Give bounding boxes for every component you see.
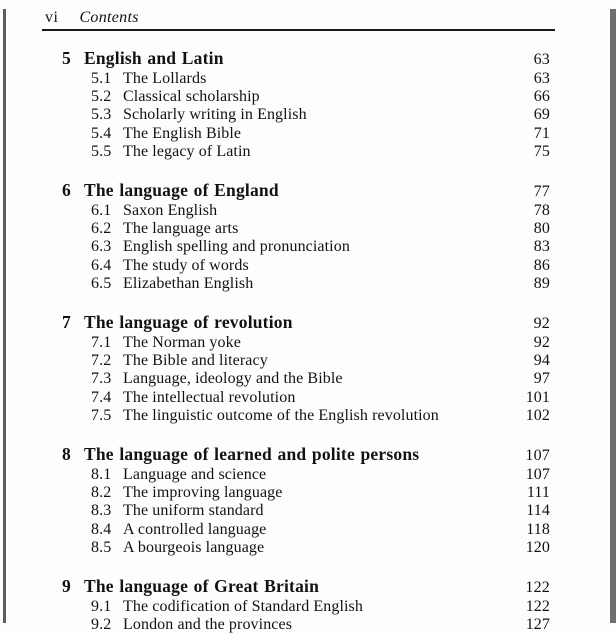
section-page-number: 94 (533, 352, 550, 370)
section-title: The legacy of Latin (123, 142, 251, 160)
section-number: 5.2 (91, 88, 112, 106)
running-header (42, 9, 555, 31)
section-page-number: 107 (525, 466, 550, 484)
chapter-page-number: 122 (525, 579, 550, 597)
section-title: The uniform standard (123, 502, 264, 520)
section-row (0, 616, 616, 634)
chapter-sections (0, 598, 616, 634)
section-title: The Lollards (123, 70, 207, 87)
chapter-title: The language of revolution (84, 312, 293, 333)
chapter-group (0, 576, 616, 634)
section-page-number: 89 (533, 274, 550, 292)
header-title: Contents (79, 9, 139, 26)
section-number: 8.3 (91, 502, 112, 520)
section-page-number: 120 (525, 538, 550, 556)
chapter-number: 9 (62, 576, 71, 597)
section-row (0, 88, 616, 106)
section-row (0, 370, 616, 388)
section-page-number: 101 (525, 388, 550, 406)
section-title: The study of words (123, 256, 249, 274)
section-number: 7.3 (91, 370, 112, 388)
section-title: London and the provinces (123, 616, 293, 634)
section-title: A controlled language (123, 520, 267, 538)
section-page-number: 63 (533, 70, 550, 87)
section-title: The language arts (123, 220, 239, 238)
chapter-row (0, 180, 616, 202)
chapter-number: 8 (62, 444, 71, 465)
chapter-title: The language of Great Britain (84, 576, 320, 597)
section-number: 7.1 (91, 334, 112, 352)
section-title: The codification of Standard English (123, 598, 363, 616)
section-row (0, 143, 616, 161)
section-row (0, 238, 616, 256)
section-page-number: 114 (526, 502, 550, 520)
section-row (0, 502, 616, 520)
section-row (0, 70, 616, 88)
chapter-page-number: 107 (525, 447, 550, 465)
chapter-number: 7 (62, 312, 71, 333)
section-page-number: 83 (533, 238, 550, 256)
section-title: English spelling and pronunciation (123, 238, 350, 256)
section-number: 6.3 (91, 238, 112, 256)
section-number: 7.4 (91, 388, 112, 406)
section-number: 8.4 (91, 520, 112, 538)
section-title: The linguistic outcome of the English revolution (123, 406, 439, 424)
section-page-number: 118 (526, 520, 550, 538)
section-number: 5.4 (91, 124, 112, 142)
section-number: 6.5 (91, 274, 112, 292)
section-title: Language, ideology and the Bible (123, 370, 343, 388)
section-page-number: 71 (533, 124, 550, 142)
section-number: 7.5 (91, 406, 112, 424)
chapter-page-number: 63 (533, 51, 550, 68)
section-number: 5.1 (91, 70, 112, 87)
section-title: The Norman yoke (123, 334, 241, 352)
section-page-number: 80 (533, 220, 550, 238)
chapter-number: 6 (62, 180, 71, 201)
chapter-sections (0, 70, 616, 161)
chapter-row (0, 576, 616, 598)
page-folio: vi (45, 9, 59, 26)
chapter-page-number: 92 (533, 315, 550, 333)
section-page-number: 122 (525, 598, 550, 616)
chapter-number: 5 (62, 48, 71, 68)
section-number: 9.1 (91, 598, 112, 616)
chapter-page-number: 77 (533, 183, 550, 201)
section-row (0, 125, 616, 143)
section-row (0, 334, 616, 352)
section-row (0, 521, 616, 539)
section-title: The improving language (123, 484, 283, 502)
section-title: The Bible and literacy (123, 352, 268, 370)
chapter-sections (0, 466, 616, 557)
section-page-number: 102 (525, 406, 550, 424)
scan-left-edge-line (3, 9, 6, 623)
chapter-sections (0, 334, 616, 425)
chapter-title: English and Latin (84, 48, 224, 68)
section-page-number: 92 (533, 334, 550, 352)
toc (0, 48, 616, 634)
chapter-group (0, 180, 616, 293)
section-row (0, 202, 616, 220)
chapter-group (0, 444, 616, 557)
section-number: 8.2 (91, 484, 112, 502)
section-row (0, 257, 616, 275)
section-title: Classical scholarship (123, 88, 260, 106)
section-page-number: 86 (533, 256, 550, 274)
section-row (0, 220, 616, 238)
section-title: The intellectual revolution (123, 388, 296, 406)
section-page-number: 69 (533, 106, 550, 124)
chapter-title: The language of England (84, 180, 279, 201)
section-number: 8.1 (91, 466, 112, 484)
chapter-row (0, 312, 616, 334)
section-row (0, 389, 616, 407)
section-number: 8.5 (91, 538, 112, 556)
section-number: 9.2 (91, 616, 112, 634)
section-page-number: 75 (533, 142, 550, 160)
section-row (0, 352, 616, 370)
section-page-number: 97 (533, 370, 550, 388)
section-number: 6.1 (91, 202, 112, 220)
section-number: 5.3 (91, 106, 112, 124)
section-title: Elizabethan English (123, 274, 254, 292)
section-title: Saxon English (123, 202, 218, 220)
section-title: Scholarly writing in English (123, 106, 307, 124)
chapter-title: The language of learned and polite persons (84, 444, 420, 465)
section-row (0, 275, 616, 293)
section-row (0, 539, 616, 557)
section-page-number: 78 (533, 202, 550, 220)
section-row (0, 407, 616, 425)
section-row (0, 466, 616, 484)
section-row (0, 106, 616, 124)
chapter-group (0, 48, 616, 161)
scan-right-edge-band (610, 9, 616, 623)
section-title: Language and science (123, 466, 267, 484)
section-page-number: 66 (533, 88, 550, 106)
section-row (0, 484, 616, 502)
section-number: 7.2 (91, 352, 112, 370)
chapter-row (0, 444, 616, 466)
section-title: A bourgeois language (123, 538, 265, 556)
section-number: 6.2 (91, 220, 112, 238)
section-number: 5.5 (91, 142, 112, 160)
chapter-row (0, 48, 616, 70)
section-page-number: 127 (525, 616, 550, 634)
chapter-group (0, 312, 616, 425)
section-title: The English Bible (123, 124, 242, 142)
section-number: 6.4 (91, 256, 112, 274)
scanned-contents-page (0, 9, 616, 634)
chapter-sections (0, 202, 616, 293)
section-page-number: 111 (526, 484, 550, 502)
